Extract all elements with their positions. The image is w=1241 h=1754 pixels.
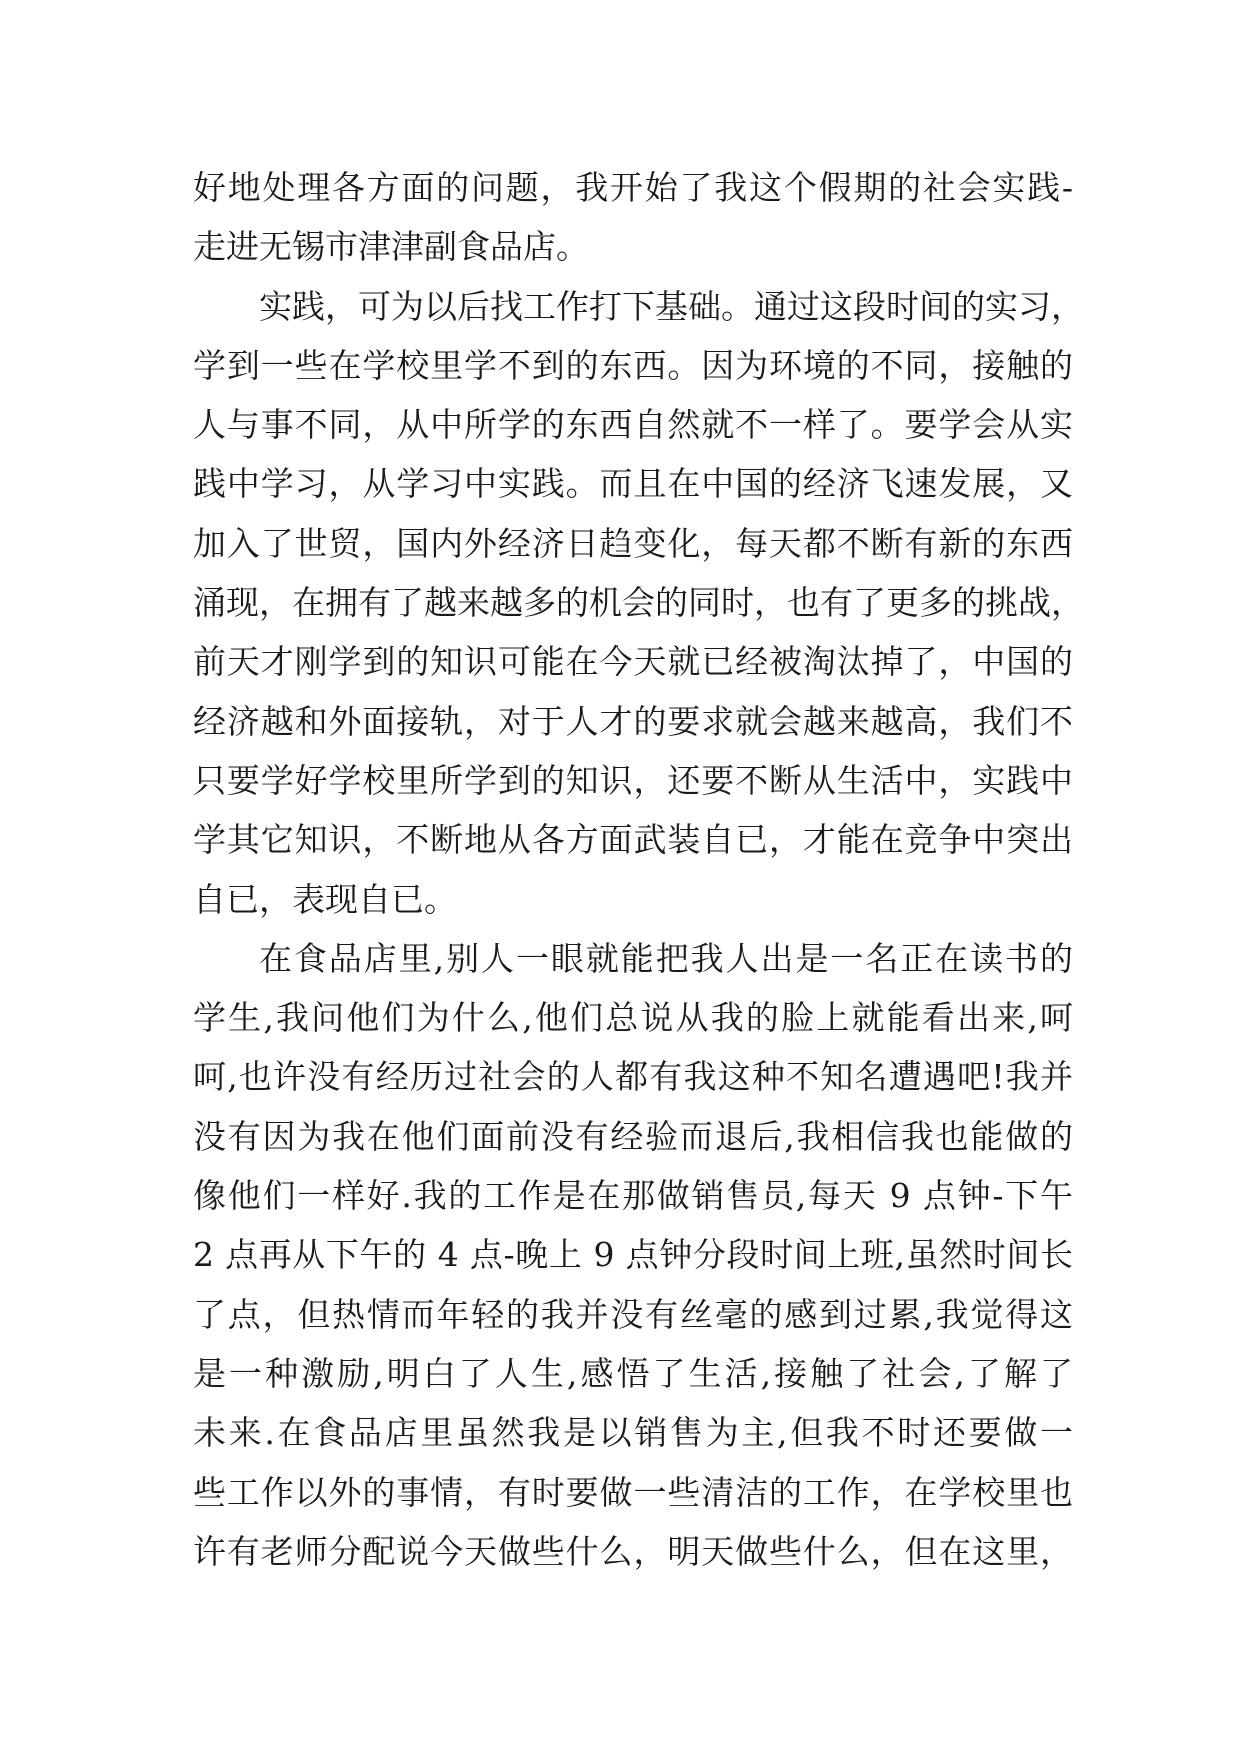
text-line: 好地处理各方面的问题，我开始了我这个假期的社会实践- bbox=[193, 168, 1073, 207]
text-line: 学到一些在学校里学不到的东西。因为环境的不同，接触的 bbox=[193, 345, 1073, 385]
text-line: 呵,也许没有经历过社会的人都有我这种不知名遭遇吧!我并 bbox=[193, 1057, 1073, 1097]
text-line: 没有因为我在他们面前没有经验而退后,我相信我也能做的 bbox=[193, 1116, 1073, 1156]
text-line: 实践，可为以后找工作打下基础。通过这段时间的实习， bbox=[259, 286, 1084, 326]
text-line: 许有老师分配说今天做些什么，明天做些什么，但在这里， bbox=[193, 1531, 1073, 1571]
body-text bbox=[193, 158, 1084, 1581]
text-line: 学生,我问他们为什么,他们总说从我的脸上就能看出来,呵 bbox=[193, 998, 1073, 1038]
text-line: 自已，表现自已。 bbox=[193, 879, 457, 919]
text-line: 人与事不同，从中所学的东西自然就不一样了。要学会从实 bbox=[193, 405, 1073, 445]
text-line: 涌现，在拥有了越来越多的机会的同时，也有了更多的挑战， bbox=[193, 583, 1084, 623]
text-line: 像他们一样好.我的工作是在那做销售员,每天 9 点钟-下午 bbox=[193, 1176, 1073, 1216]
text-line: 只要学好学校里所学到的知识，还要不断从生活中，实践中 bbox=[193, 760, 1073, 800]
text-line: 前天才刚学到的知识可能在今天就已经被淘汰掉了，中国的 bbox=[193, 642, 1073, 682]
text-line: 未来.在食品店里虽然我是以销售为主,但我不时还要做一 bbox=[193, 1413, 1073, 1453]
text-line: 经济越和外面接轨，对于人才的要求就会越来越高，我们不 bbox=[193, 701, 1073, 741]
text-line: 在食品店里,别人一眼就能把我人出是一名正在读书的 bbox=[259, 938, 1073, 978]
text-line: 践中学习，从学习中实践。而且在中国的经济飞速发展，又 bbox=[193, 464, 1073, 504]
text-line: 是一种激励,明白了人生,感悟了生活,接触了社会,了解了 bbox=[193, 1353, 1073, 1393]
text-line: 了点，但热情而年轻的我并没有丝毫的感到过累,我觉得这 bbox=[193, 1294, 1073, 1334]
text-line: 些工作以外的事情，有时要做一些清洁的工作，在学校里也 bbox=[193, 1472, 1073, 1512]
text-line: 加入了世贸，国内外经济日趋变化，每天都不断有新的东西 bbox=[193, 523, 1073, 563]
text-line: 走进无锡市津津副食品店。 bbox=[193, 227, 589, 267]
text-line: 2 点再从下午的 4 点-晚上 9 点钟分段时间上班,虽然时间长 bbox=[193, 1235, 1073, 1275]
text-line: 学其它知识，不断地从各方面武装自已，才能在竞争中突出 bbox=[193, 820, 1073, 860]
